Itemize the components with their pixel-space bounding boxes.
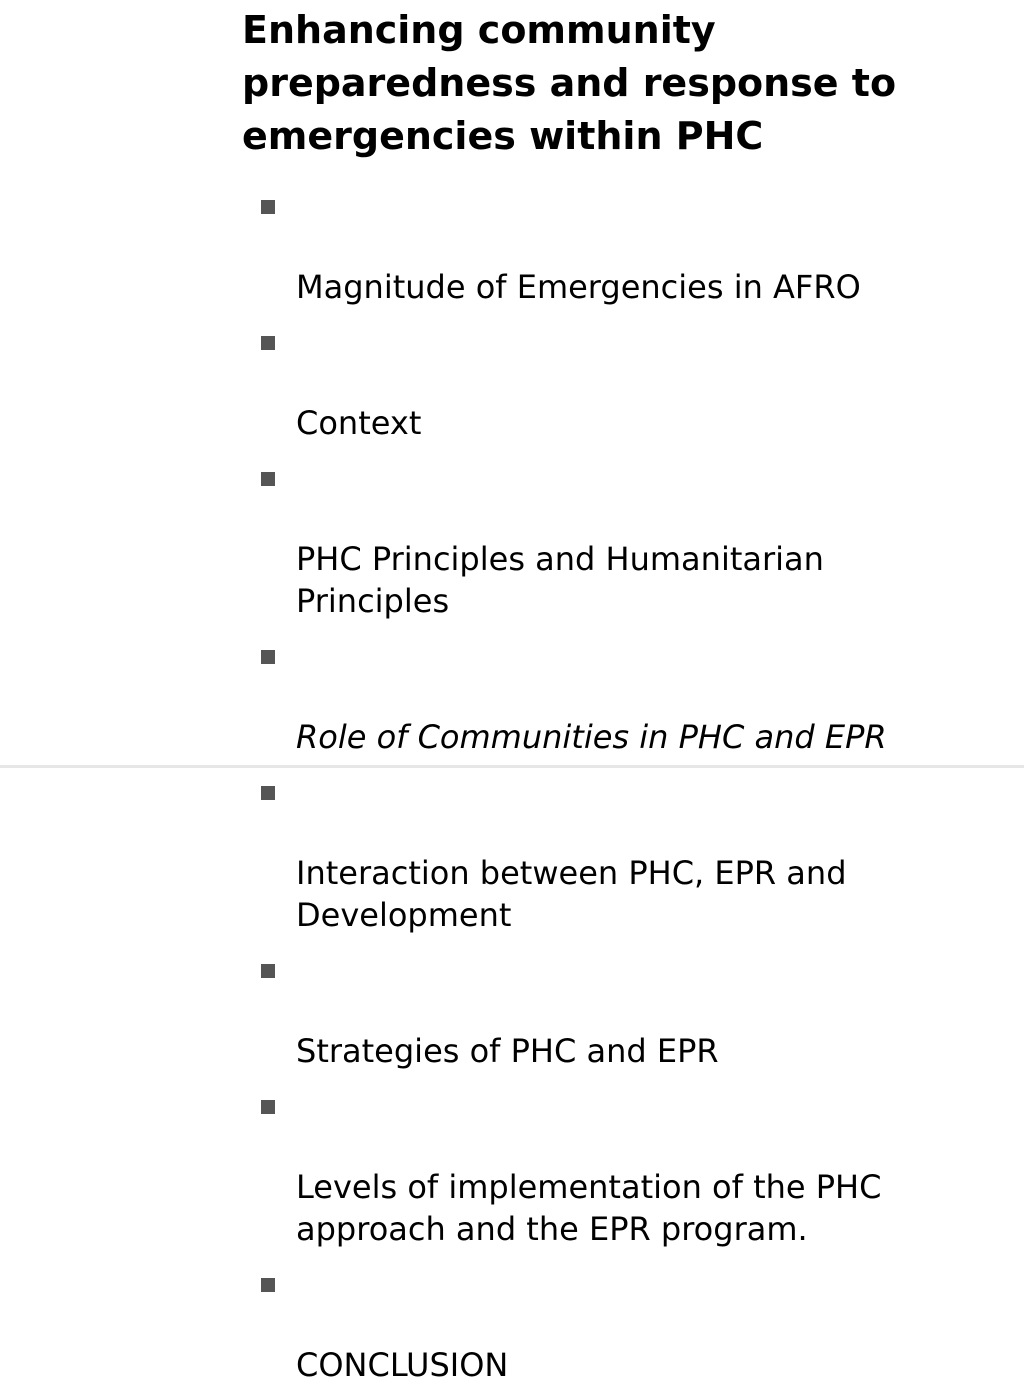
bullet-item-principles: [258, 454, 988, 622]
bullet-item-interaction: [258, 768, 988, 936]
bullet-text: Magnitude of Emergencies in AFRO: [296, 268, 861, 306]
square-bullet-icon: [261, 964, 275, 978]
bullet-text: Levels of implementation of the PHC approach and the EPR program.: [296, 1168, 882, 1248]
bullet-item-strategies: [258, 946, 988, 1072]
bullet-item-conclusion: [258, 1260, 988, 1386]
bullet-item-role-of-communities: [258, 632, 988, 758]
bullet-text: Interaction between PHC, EPR and Development: [296, 854, 847, 934]
bullet-text: Context: [296, 404, 422, 442]
square-bullet-icon: [261, 200, 275, 214]
square-bullet-icon: [261, 336, 275, 350]
square-bullet-icon: [261, 650, 275, 664]
square-bullet-icon: [261, 1278, 275, 1292]
square-bullet-icon: [261, 472, 275, 486]
bullet-item-context: [258, 318, 988, 444]
bullet-text: PHC Principles and Humanitarian Principles: [296, 540, 824, 620]
bullet-text: Role of Communities in PHC and EPR: [296, 718, 887, 756]
square-bullet-icon: [261, 786, 275, 800]
slide-title: Enhancing community preparedness and response to emergencies within PHC: [242, 8, 897, 158]
bullet-text: Strategies of PHC and EPR: [296, 1032, 719, 1070]
bullet-list: [258, 182, 988, 1396]
square-bullet-icon: [261, 1100, 275, 1114]
bullet-item-magnitude: [258, 182, 988, 308]
bullet-item-levels: [258, 1082, 988, 1250]
bullet-text: CONCLUSION: [296, 1346, 509, 1384]
